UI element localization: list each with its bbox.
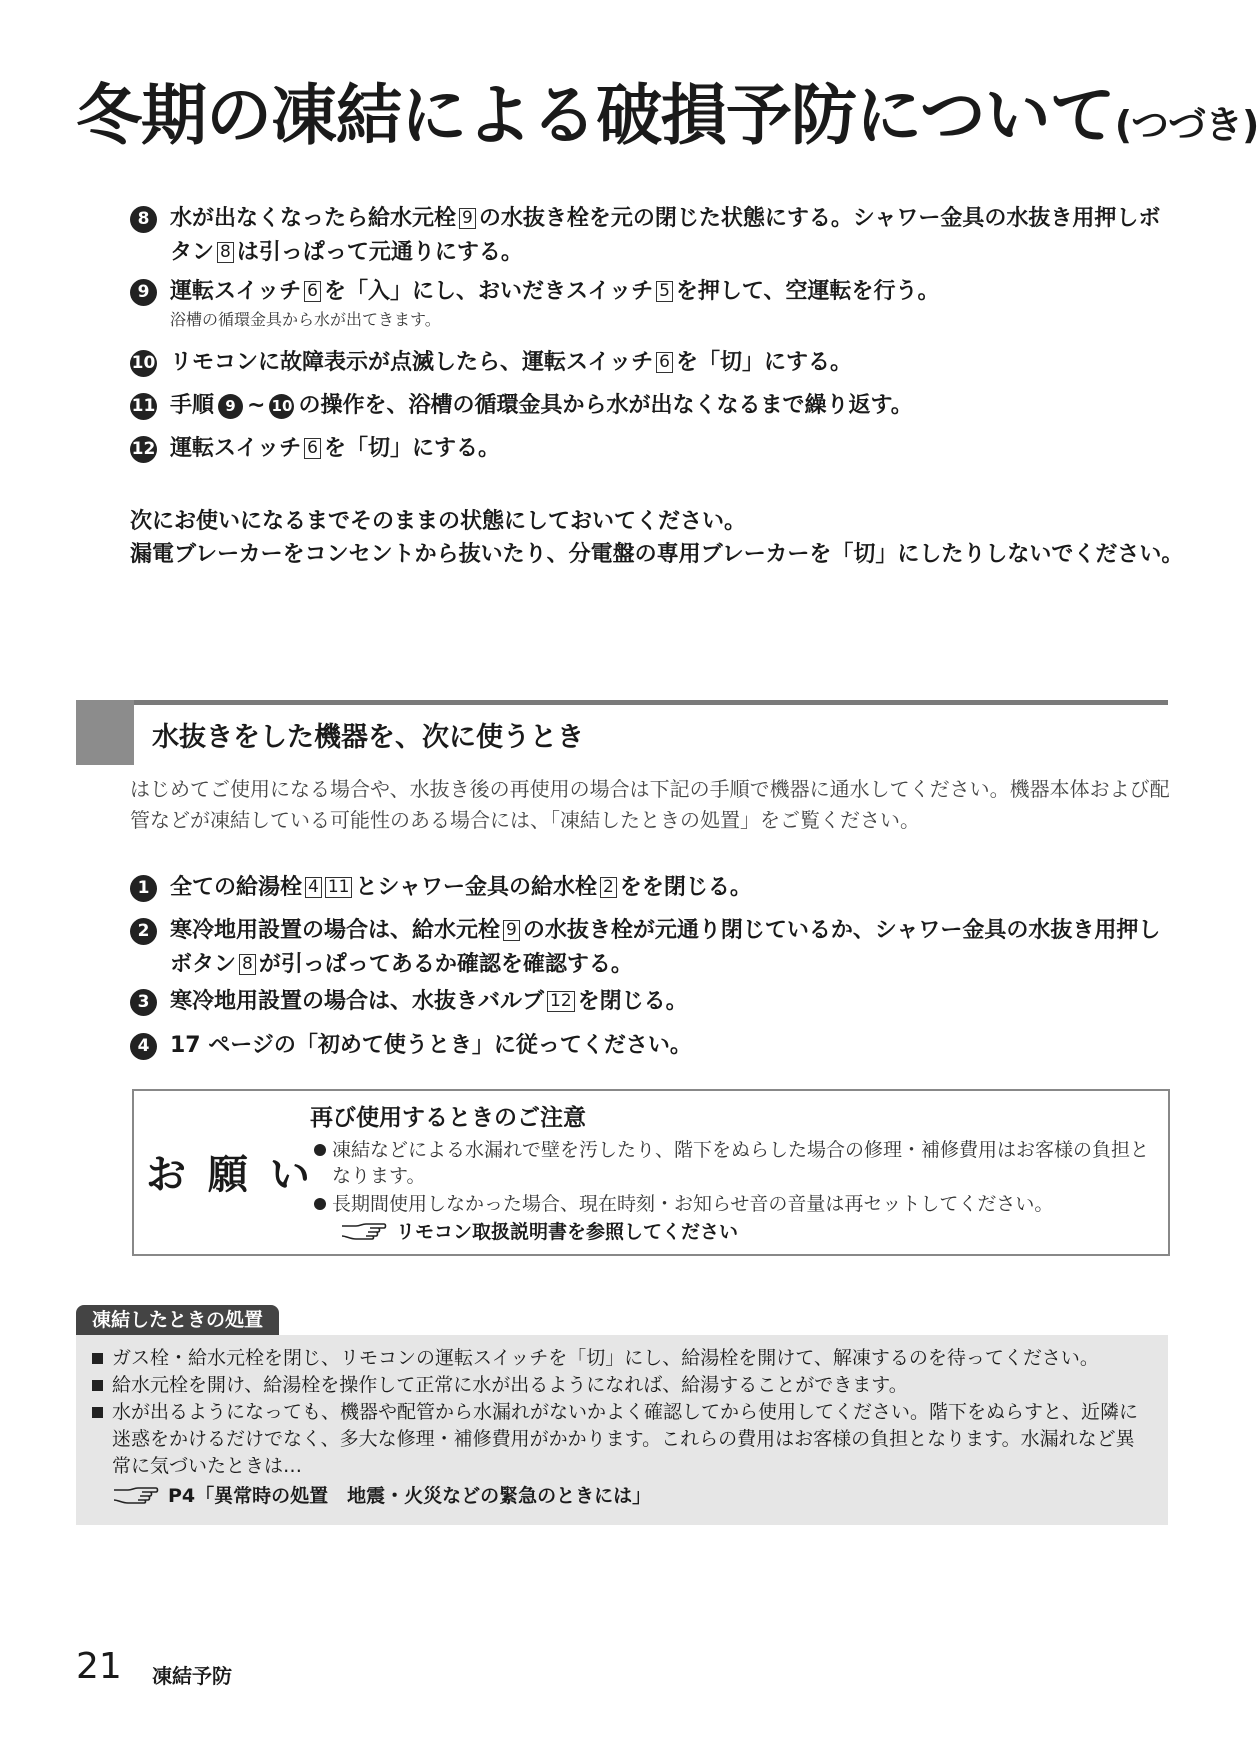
square-bullet-icon <box>92 1407 103 1418</box>
page-number: 21 <box>76 1646 122 1687</box>
square-bullet-icon <box>92 1353 103 1364</box>
section-intro: はじめてご使用になる場合や、水抜き後の再使用の場合は下記の手順で機器に通水してください。機器本体および配管などが凍結している可能性のある場合には、「凍結したときの処置」をご覧ください。 <box>130 777 1170 832</box>
closing-note <box>130 505 1190 571</box>
restart-step-4 <box>130 1029 1180 1063</box>
step-number: 2 <box>130 918 157 945</box>
step-11 <box>130 389 1180 423</box>
step-10 <box>130 346 1180 380</box>
part-number-box: 6 <box>304 438 321 459</box>
step-text: リモコンに故障表示が点滅したら、運転スイッチ <box>170 350 654 375</box>
step-text: 17 ページの「初めて使うとき」に従ってください。 <box>170 1033 692 1058</box>
pointing-hand-icon <box>340 1222 388 1240</box>
step-ref-number: 9 <box>218 394 243 419</box>
step-text: は引っぱって元通りにする。 <box>236 240 523 265</box>
frozen-item <box>92 1399 1152 1480</box>
step-text: の水抜き栓を元の閉じた状態にする。シャワー金具の水抜き用押しボタン <box>170 206 1161 265</box>
step-text: を押して、空運転を行う。 <box>675 279 940 304</box>
part-number-box: 6 <box>656 352 673 373</box>
step-number: 3 <box>130 989 157 1016</box>
step-text: を閉じる。 <box>577 989 688 1014</box>
part-number-box: 4 <box>305 877 322 898</box>
title-main: 冬期の凍結による破損予防について <box>76 77 1115 154</box>
step-number: 4 <box>130 1033 157 1060</box>
frozen-item <box>92 1372 1152 1399</box>
title-sub: (つづき) <box>1114 103 1258 147</box>
page-section-label: 凍結予防 <box>152 1664 232 1688</box>
step-text: 手順 <box>170 393 215 418</box>
frozen-item <box>92 1345 1152 1372</box>
bullet-dot-icon <box>314 1198 326 1210</box>
frozen-item-text: 水が出るようになっても、機器や配管から水漏れがないかよく確認してから使用してください。階下をぬらすと、近隣に迷惑をかけるだけでなく、多大な修理・補修費用がかかります。これらの費用はお客様の負担となります。水漏れなど異常に気づいたときは… <box>112 1401 1139 1477</box>
step-text: 寒冷地用設置の場合は、給水元栓 <box>170 918 501 943</box>
part-number-box: 9 <box>459 208 476 229</box>
bullet-dot-icon <box>314 1144 326 1156</box>
step-text: の水抜き栓が元通り閉じているか、シャワー金具の水抜き用押しボタン <box>170 918 1161 977</box>
step-number: 1 <box>130 875 157 902</box>
step-text: 全ての給湯栓 <box>170 875 303 900</box>
part-number-box: 2 <box>600 877 617 898</box>
step-number: 11 <box>130 393 157 420</box>
step-8 <box>130 202 1180 270</box>
caution-bullet-text: 凍結などによる水漏れで壁を汚したり、階下をぬらした場合の修理・補修費用はお客様の負担となります。 <box>332 1139 1150 1187</box>
step-12 <box>130 432 1180 466</box>
part-number-box: 11 <box>325 877 353 898</box>
page-title <box>76 77 1258 154</box>
frozen-reference-text: P4「異常時の処置 地震・火災などの緊急のときには」 <box>168 1485 652 1507</box>
caution-box <box>132 1089 1170 1256</box>
closing-line-1: 次にお使いになるまでそのままの状態にしておいてください。 <box>130 509 747 534</box>
step-note: 浴槽の循環金具から水が出てきます。 <box>170 310 441 329</box>
tilde: ~ <box>247 393 266 418</box>
step-text: 水が出なくなったら給水元栓 <box>170 206 457 231</box>
restart-step-3 <box>130 985 1180 1019</box>
section-marker <box>76 700 134 765</box>
frozen-info-box <box>76 1335 1168 1525</box>
frozen-reference <box>112 1481 651 1508</box>
step-number: 10 <box>130 350 157 377</box>
part-number-box: 12 <box>547 991 575 1012</box>
step-text: 運転スイッチ <box>170 279 302 304</box>
section-header <box>76 700 1168 765</box>
step-text: 運転スイッチ <box>170 436 302 461</box>
restart-step-1 <box>130 871 1180 905</box>
step-number: 8 <box>130 206 157 233</box>
closing-line-2: 漏電ブレーカーをコンセントから抜いたり、分電盤の専用ブレーカーを「切」にしたりしないでください。 <box>130 542 1184 567</box>
part-number-box: 8 <box>239 954 256 975</box>
step-ref-number: 10 <box>269 394 294 419</box>
restart-step-2 <box>130 914 1180 982</box>
step-text: が引っぱってあるか確認を確認する。 <box>258 952 633 977</box>
part-number-box: 8 <box>217 242 234 263</box>
frozen-item-text: ガス栓・給水元栓を閉じ、リモコンの運転スイッチを「切」にし、給湯栓を開けて、解凍するのを待ってください。 <box>112 1347 1099 1369</box>
step-text: 寒冷地用設置の場合は、水抜きバルブ <box>170 989 545 1014</box>
caution-heading: 再び使用するときのご注意 <box>310 1105 586 1131</box>
part-number-box: 6 <box>304 281 321 302</box>
step-text: を「切」にする。 <box>323 436 500 461</box>
square-bullet-icon <box>92 1380 103 1391</box>
frozen-tag: 凍結したときの処置 <box>76 1305 279 1335</box>
caution-label: お 願 い <box>146 1152 314 1198</box>
frozen-item-text: 給水元栓を開け、給湯栓を操作して正常に水が出るようになれば、給湯することができます。 <box>112 1374 908 1396</box>
step-text: の操作を、浴槽の循環金具から水が出なくなるまで繰り返す。 <box>298 393 913 418</box>
step-number: 9 <box>130 279 157 306</box>
step-text: とシャワー金具の給水栓 <box>355 875 598 900</box>
step-number: 12 <box>130 436 157 463</box>
pointing-hand-icon <box>112 1486 160 1504</box>
caution-bullet-text: 長期間使用しなかった場合、現在時刻・お知らせ音の音量は再セットしてください。 <box>332 1193 1054 1215</box>
step-text: を「切」にする。 <box>675 350 852 375</box>
caution-bullet <box>314 1191 1154 1217</box>
step-text: を「入」にし、おいだきスイッチ <box>323 279 654 304</box>
step-text: をを閉じる。 <box>619 875 752 900</box>
caution-reference <box>340 1217 738 1244</box>
step-9 <box>130 275 1180 331</box>
part-number-box: 5 <box>656 281 673 302</box>
caution-bullet <box>314 1137 1154 1189</box>
caution-reference-text: リモコン取扱説明書を参照してください <box>396 1221 739 1243</box>
section-heading: 水抜きをした機器を、次に使うとき <box>152 722 584 753</box>
part-number-box: 9 <box>503 920 520 941</box>
